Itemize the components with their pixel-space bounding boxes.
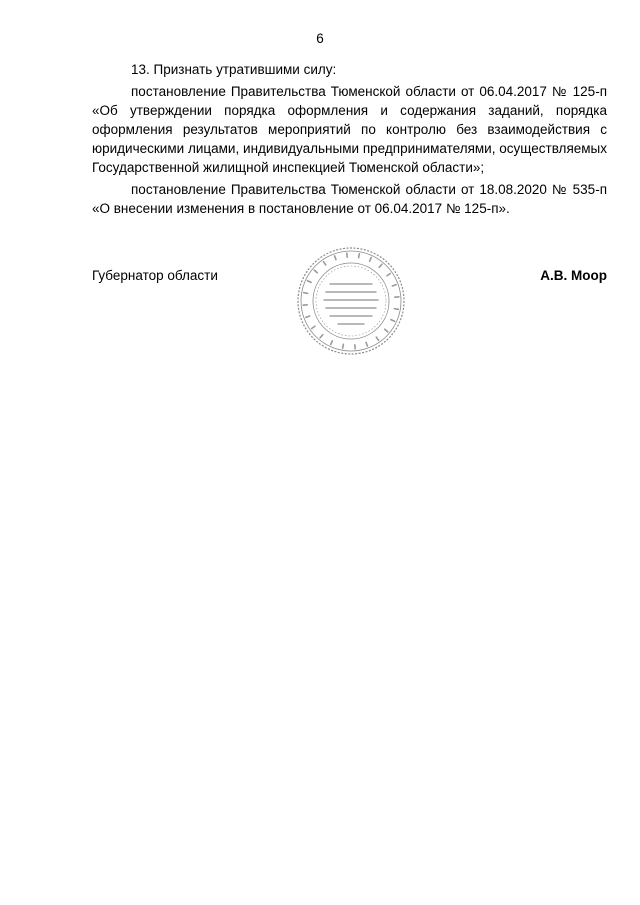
repealed-act-2: постановление Правительства Тюменской области от 18.08.2020 № 535-п «О внесении изменения в постановление от 06.04.2017 № 125-п». bbox=[92, 182, 607, 216]
document-body bbox=[92, 60, 607, 221]
signatory-title: Губернатор области bbox=[92, 268, 218, 283]
repealed-act-1: постановление Правительства Тюменской области от 06.04.2017 № 125-п «Об утверждении порядка оформления и содержания заданий, порядка оформления результатов мероприятий по контролю без взаимодействия с юридическими лицами, индивидуальными предпринимателями, осуществляемых Государственной жилищной инспекцией Тюменской области»; bbox=[92, 84, 607, 175]
signatory-name: А.В. Моор bbox=[540, 268, 607, 283]
page-number: 6 bbox=[316, 31, 324, 46]
seal-graphic bbox=[296, 246, 406, 356]
clause-13: 13. Признать утратившими силу: bbox=[131, 62, 337, 77]
official-seal bbox=[296, 246, 406, 356]
